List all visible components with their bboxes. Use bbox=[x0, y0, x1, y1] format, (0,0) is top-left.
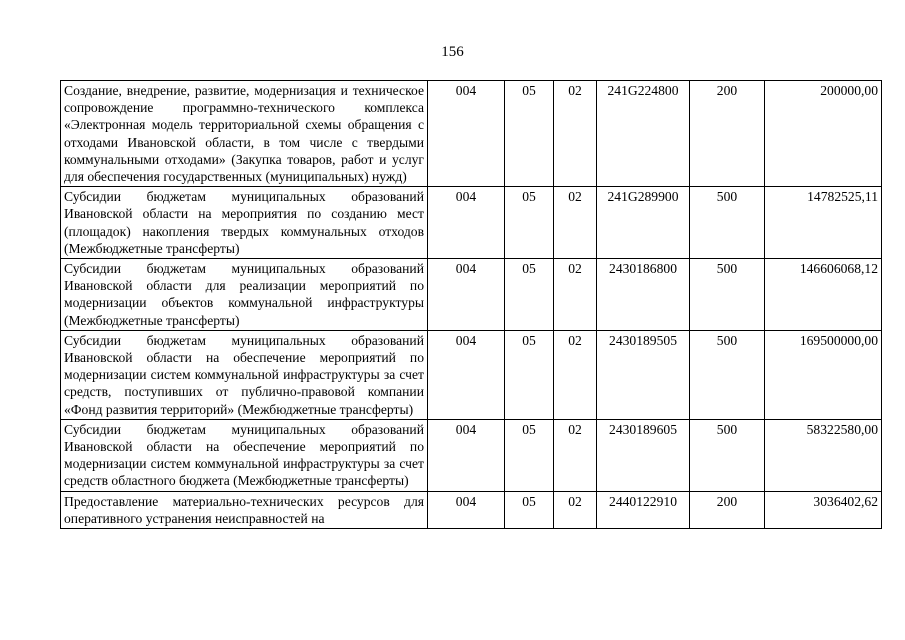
row-target-article: 241G289900 bbox=[597, 187, 690, 259]
row-ministry-code: 004 bbox=[428, 330, 505, 419]
row-target-article: 2430189505 bbox=[597, 330, 690, 419]
budget-table bbox=[60, 80, 882, 529]
row-target-article: 241G224800 bbox=[597, 81, 690, 187]
row-amount: 3036402,62 bbox=[765, 491, 882, 528]
page-number: 156 bbox=[441, 44, 464, 60]
row-ministry-code: 004 bbox=[428, 187, 505, 259]
row-description: Создание, внедрение, развитие, модернизация и техническое сопровождение программно-технического комплекса «Электронная модель территориальной схемы обращения с отходами Ивановской области, в том числе с твердыми коммунальными отходами» (Закупка товаров, работ и услуг для обеспечения государственных (муниципальных) нужд) bbox=[61, 81, 428, 187]
row-section-code: 05 bbox=[505, 491, 554, 528]
row-section-code: 05 bbox=[505, 330, 554, 419]
row-description: Субсидии бюджетам муниципальных образований Ивановской области на обеспечение мероприятий по модернизации систем коммунальной инфраструктуры за счет средств областного бюджета (Межбюджетные трансферты) bbox=[61, 419, 428, 491]
row-section-code: 05 bbox=[505, 81, 554, 187]
row-target-article: 2430186800 bbox=[597, 259, 690, 331]
row-target-article: 2430189605 bbox=[597, 419, 690, 491]
table-row bbox=[61, 259, 882, 331]
row-expense-type: 200 bbox=[690, 81, 765, 187]
row-expense-type: 500 bbox=[690, 330, 765, 419]
row-ministry-code: 004 bbox=[428, 491, 505, 528]
row-description: Субсидии бюджетам муниципальных образований Ивановской области на мероприятия по созданию мест (площадок) накопления твердых коммунальных отходов (Межбюджетные трансферты) bbox=[61, 187, 428, 259]
table-row bbox=[61, 81, 882, 187]
table-row bbox=[61, 187, 882, 259]
row-amount: 169500000,00 bbox=[765, 330, 882, 419]
row-expense-type: 500 bbox=[690, 259, 765, 331]
row-ministry-code: 004 bbox=[428, 81, 505, 187]
row-ministry-code: 004 bbox=[428, 419, 505, 491]
row-amount: 146606068,12 bbox=[765, 259, 882, 331]
row-section-code: 05 bbox=[505, 419, 554, 491]
table-row bbox=[61, 419, 882, 491]
row-expense-type: 500 bbox=[690, 187, 765, 259]
row-target-article: 2440122910 bbox=[597, 491, 690, 528]
row-description: Предоставление материально-технических ресурсов для оперативного устранения неисправностей на bbox=[61, 491, 428, 528]
row-description: Субсидии бюджетам муниципальных образований Ивановской области для реализации мероприятий по модернизации объектов коммунальной инфраструктуры (Межбюджетные трансферты) bbox=[61, 259, 428, 331]
row-section-code: 05 bbox=[505, 259, 554, 331]
table-row bbox=[61, 491, 882, 528]
row-subsection-code: 02 bbox=[554, 187, 597, 259]
row-ministry-code: 004 bbox=[428, 259, 505, 331]
row-expense-type: 500 bbox=[690, 419, 765, 491]
row-amount: 58322580,00 bbox=[765, 419, 882, 491]
table-row bbox=[61, 330, 882, 419]
row-amount: 200000,00 bbox=[765, 81, 882, 187]
row-description: Субсидии бюджетам муниципальных образований Ивановской области на обеспечение мероприятий по модернизации систем коммунальной инфраструктуры за счет средств, поступивших от публично-правовой компании «Фонд развития территорий» (Межбюджетные трансферты) bbox=[61, 330, 428, 419]
row-subsection-code: 02 bbox=[554, 419, 597, 491]
row-subsection-code: 02 bbox=[554, 330, 597, 419]
row-expense-type: 200 bbox=[690, 491, 765, 528]
row-section-code: 05 bbox=[505, 187, 554, 259]
row-amount: 14782525,11 bbox=[765, 187, 882, 259]
row-subsection-code: 02 bbox=[554, 81, 597, 187]
row-subsection-code: 02 bbox=[554, 259, 597, 331]
row-subsection-code: 02 bbox=[554, 491, 597, 528]
